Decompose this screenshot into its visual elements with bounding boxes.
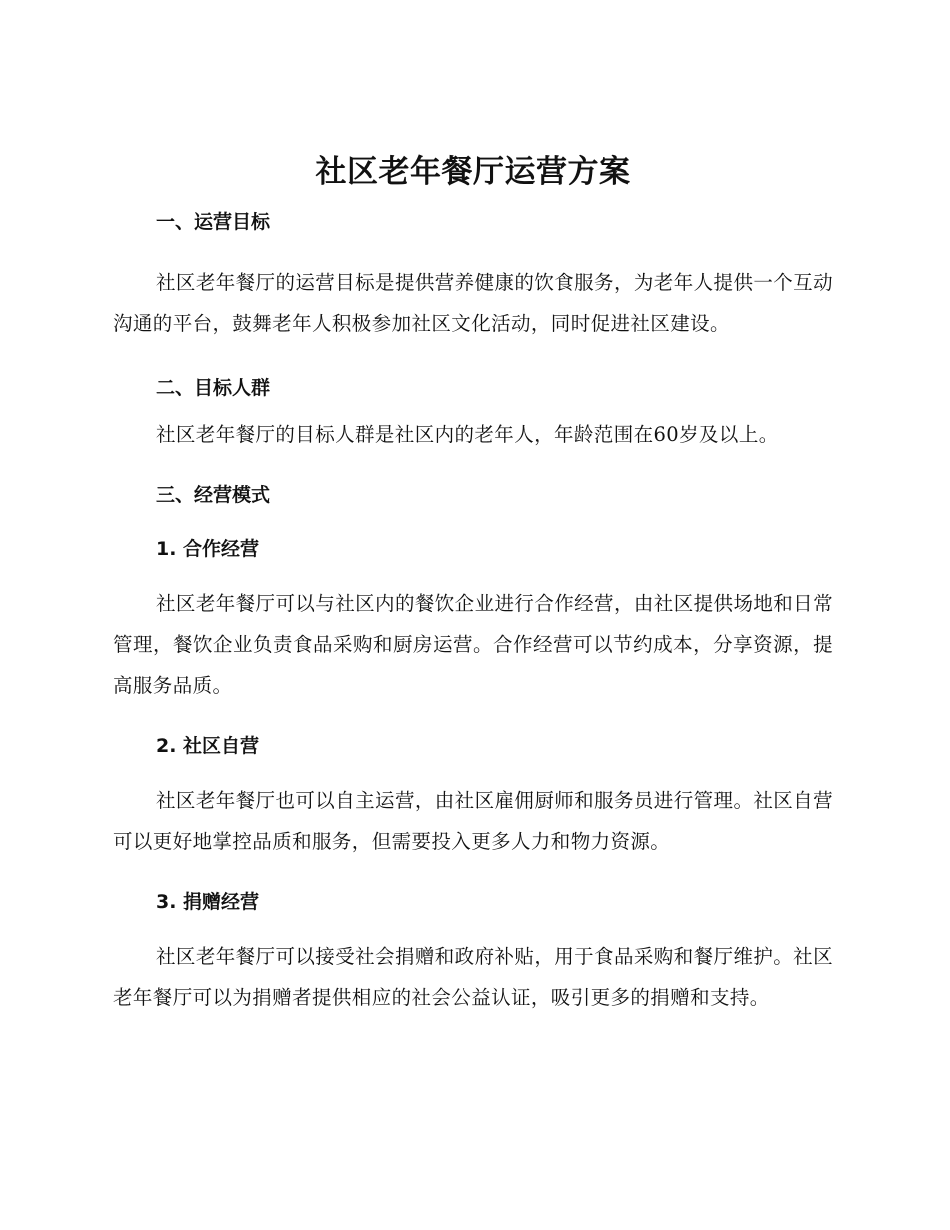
paragraph-operation-goals: 社区老年餐厅的运营目标是提供营养健康的饮食服务，为老年人提供一个互动沟通的平台，鼓舞老年人积极参加社区文化活动，同时促进社区建设。 [113, 271, 833, 335]
section-heading-operation-goals: 一、运营目标 [156, 211, 271, 233]
section-heading-business-model: 三、经营模式 [156, 484, 271, 506]
paragraph-donation: 社区老年餐厅可以接受社会捐赠和政府补贴，用于食品采购和餐厅维护。社区老年餐厅可以为捐赠者提供相应的社会公益认证，吸引更多的捐赠和支持。 [113, 945, 833, 1009]
section-heading-target-group: 二、目标人群 [156, 377, 271, 399]
document-page [113, 150, 833, 1018]
paragraph-cooperative: 社区老年餐厅可以与社区内的餐饮企业进行合作经营，由社区提供场地和日常管理，餐饮企业负责食品采购和厨房运营。合作经营可以节约成本，分享资源，提高服务品质。 [113, 592, 833, 697]
subsection-heading-cooperative: 1. 合作经营 [156, 538, 260, 560]
subsection-heading-self-operated: 2. 社区自营 [156, 735, 260, 757]
subsection-heading-donation: 3. 捐赠经营 [156, 891, 260, 913]
paragraph-target-group: 社区老年餐厅的目标人群是社区内的老年人，年龄范围在60岁及以上。 [156, 423, 779, 446]
paragraph-self-operated: 社区老年餐厅也可以自主运营，由社区雇佣厨师和服务员进行管理。社区自营可以更好地掌控品质和服务，但需要投入更多人力和物力资源。 [113, 789, 833, 853]
document-title: 社区老年餐厅运营方案 [315, 154, 631, 190]
